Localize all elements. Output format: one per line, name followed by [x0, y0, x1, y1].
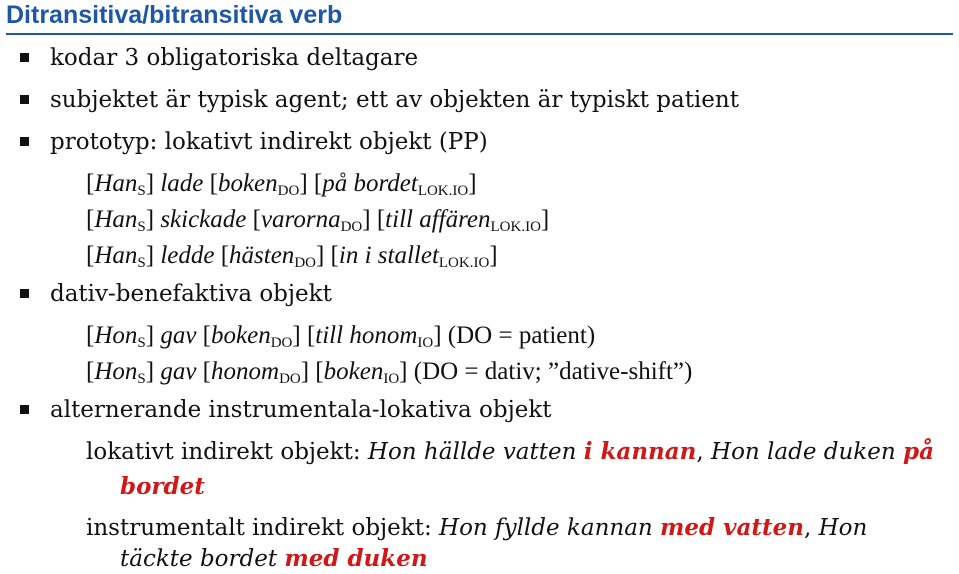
subject: Han — [94, 206, 138, 233]
subject: Hon — [94, 322, 138, 349]
bullet-text: alternerande instrumentala-lokativa objekt — [50, 397, 552, 423]
subscript: S — [137, 183, 146, 199]
subscript: IO — [383, 371, 400, 387]
subscript: DO — [270, 335, 293, 351]
bullet-square-icon — [20, 95, 29, 104]
bullet-square-icon — [20, 289, 29, 298]
bullet-text: prototyp: lokativt indirekt objekt (PP) — [50, 129, 488, 155]
subscript: DO — [294, 255, 316, 271]
example-line: [Han$_S$] ledde [hästen$_{DO}$] [in i stallet$_{LOK.IO}$] — [86, 242, 498, 271]
example-line: [Han$_S$] lade [boken$_{DO}$] [på bordet$_{LOK.IO}$] — [86, 170, 477, 199]
highlight: bordet — [120, 473, 205, 500]
note: (DO = patient) — [447, 322, 596, 349]
note: (DO = dativ; ”dative-shift”) — [413, 358, 693, 385]
example-line: [Hon$_S$] gav [honom$_{DO}$] [boken$_{IO}$] (DO = dativ; ”dative-shift”) — [86, 358, 693, 387]
prep-phrase: på bordet — [322, 170, 418, 197]
example-line — [86, 514, 867, 542]
verb: lade — [160, 170, 204, 197]
subscript: DO — [279, 371, 301, 387]
prep-phrase: till affären — [385, 206, 491, 233]
punct: , — [696, 439, 704, 465]
subscript: LOK.IO — [438, 255, 490, 271]
subscript: LOK.IO — [417, 183, 469, 199]
object: hästen — [229, 242, 295, 269]
highlight: med duken — [284, 545, 428, 572]
subscript: S — [137, 371, 146, 387]
example-label: instrumentalt indirekt objekt: — [86, 515, 432, 541]
sentence: Hon hällde vatten — [367, 439, 577, 465]
example-line — [86, 438, 934, 466]
sentence: Hon — [818, 515, 868, 541]
subject: Hon — [94, 358, 138, 385]
highlight: med vatten — [660, 514, 804, 541]
highlight: på — [902, 438, 934, 465]
sentence: Hon lade duken — [711, 439, 896, 465]
object: boken — [211, 322, 271, 349]
verb: skickade — [160, 206, 247, 233]
example-line-cont — [120, 473, 205, 501]
title-underline — [6, 33, 953, 35]
verb: ledde — [160, 242, 215, 269]
subscript: DO — [277, 183, 300, 199]
example-label: lokativt indirekt objekt: — [86, 439, 361, 465]
object: varorna — [260, 206, 341, 233]
subscript: DO — [340, 219, 363, 235]
subscript: S — [137, 335, 146, 351]
example-line: [Hon$_S$] gav [boken$_{DO}$] [till honom$_{IO}$] (DO = patient) — [86, 322, 596, 351]
bullet-text: dativ-benefaktiva objekt — [50, 281, 332, 307]
punct: , — [803, 515, 812, 541]
object: boken — [323, 358, 384, 385]
subscript: S — [137, 255, 146, 271]
sentence: Hon fyllde kannan — [439, 515, 653, 541]
bullet-square-icon — [20, 137, 29, 146]
subscript: IO — [417, 335, 434, 351]
page-title: Ditransitiva/bitransitiva verb — [6, 1, 343, 29]
subject: Han — [94, 170, 138, 197]
bullet-square-icon — [20, 53, 29, 62]
bullet-text: kodar 3 obligatoriska deltagare — [50, 45, 419, 71]
example-line: [Han$_S$] skickade [varorna$_{DO}$] [till affären$_{LOK.IO}$] — [86, 206, 550, 235]
highlight: i kannan — [583, 438, 697, 465]
bullet-square-icon — [20, 405, 29, 414]
object: till honom — [315, 322, 418, 349]
prep-phrase: in i stallet — [338, 242, 439, 269]
verb: gav — [160, 358, 197, 385]
verb: gav — [160, 322, 197, 349]
subscript: S — [137, 219, 146, 235]
subscript: LOK.IO — [490, 219, 541, 235]
subject: Han — [94, 242, 138, 269]
bullet-text: subjektet är typisk agent; ett av objekten är typiskt patient — [50, 87, 739, 113]
object: boken — [217, 170, 278, 197]
sentence: täckte bordet — [120, 546, 278, 572]
object: honom — [211, 358, 280, 385]
example-line-cont — [120, 545, 428, 573]
